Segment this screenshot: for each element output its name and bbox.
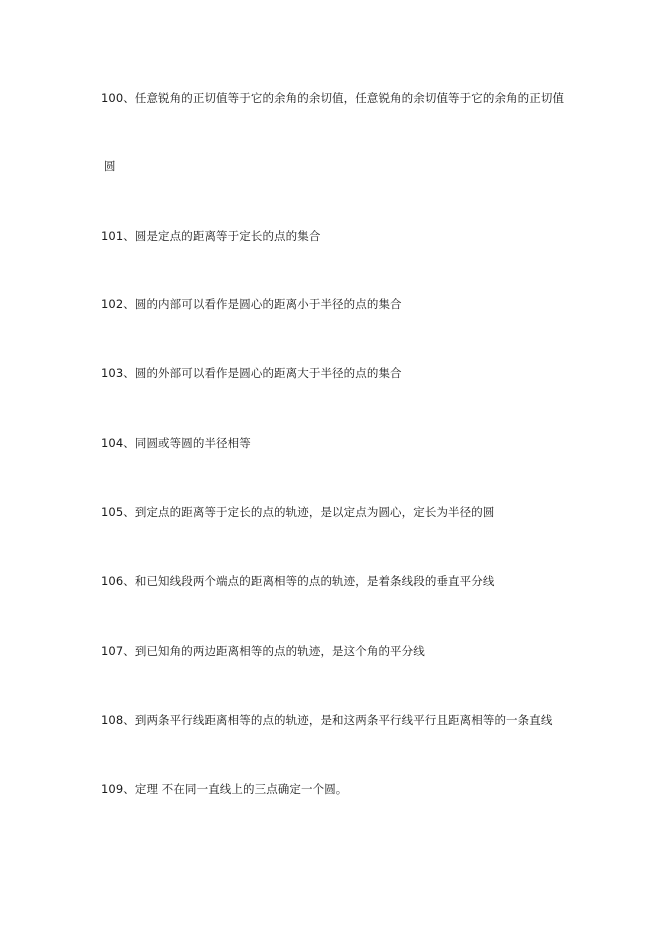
theorem-106: 106、和已知线段两个端点的距离相等的点的轨迹，是着条线段的垂直平分线 (101, 574, 495, 588)
theorem-102: 102、圆的内部可以看作是圆心的距离小于半径的点的集合 (101, 297, 402, 311)
theorem-108: 108、到两条平行线距离相等的点的轨迹，是和这两条平行线平行且距离相等的一条直线 (101, 713, 553, 727)
theorem-100: 100、任意锐角的正切值等于它的余角的余切值，任意锐角的余切值等于它的余角的正切值 (101, 91, 565, 105)
theorem-103: 103、圆的外部可以看作是圆心的距离大于半径的点的集合 (101, 366, 402, 380)
section-heading-circle: 圆 (104, 159, 116, 173)
theorem-101: 101、圆是定点的距离等于定长的点的集合 (101, 229, 321, 243)
theorem-109: 109、定理 不在同一直线上的三点确定一个圆。 (101, 782, 348, 796)
theorem-105: 105、到定点的距离等于定长的点的轨迹，是以定点为圆心，定长为半径的圆 (101, 505, 495, 519)
theorem-104: 104、同圆或等圆的半径相等 (101, 436, 251, 450)
theorem-107: 107、到已知角的两边距离相等的点的轨迹，是这个角的平分线 (101, 644, 425, 658)
